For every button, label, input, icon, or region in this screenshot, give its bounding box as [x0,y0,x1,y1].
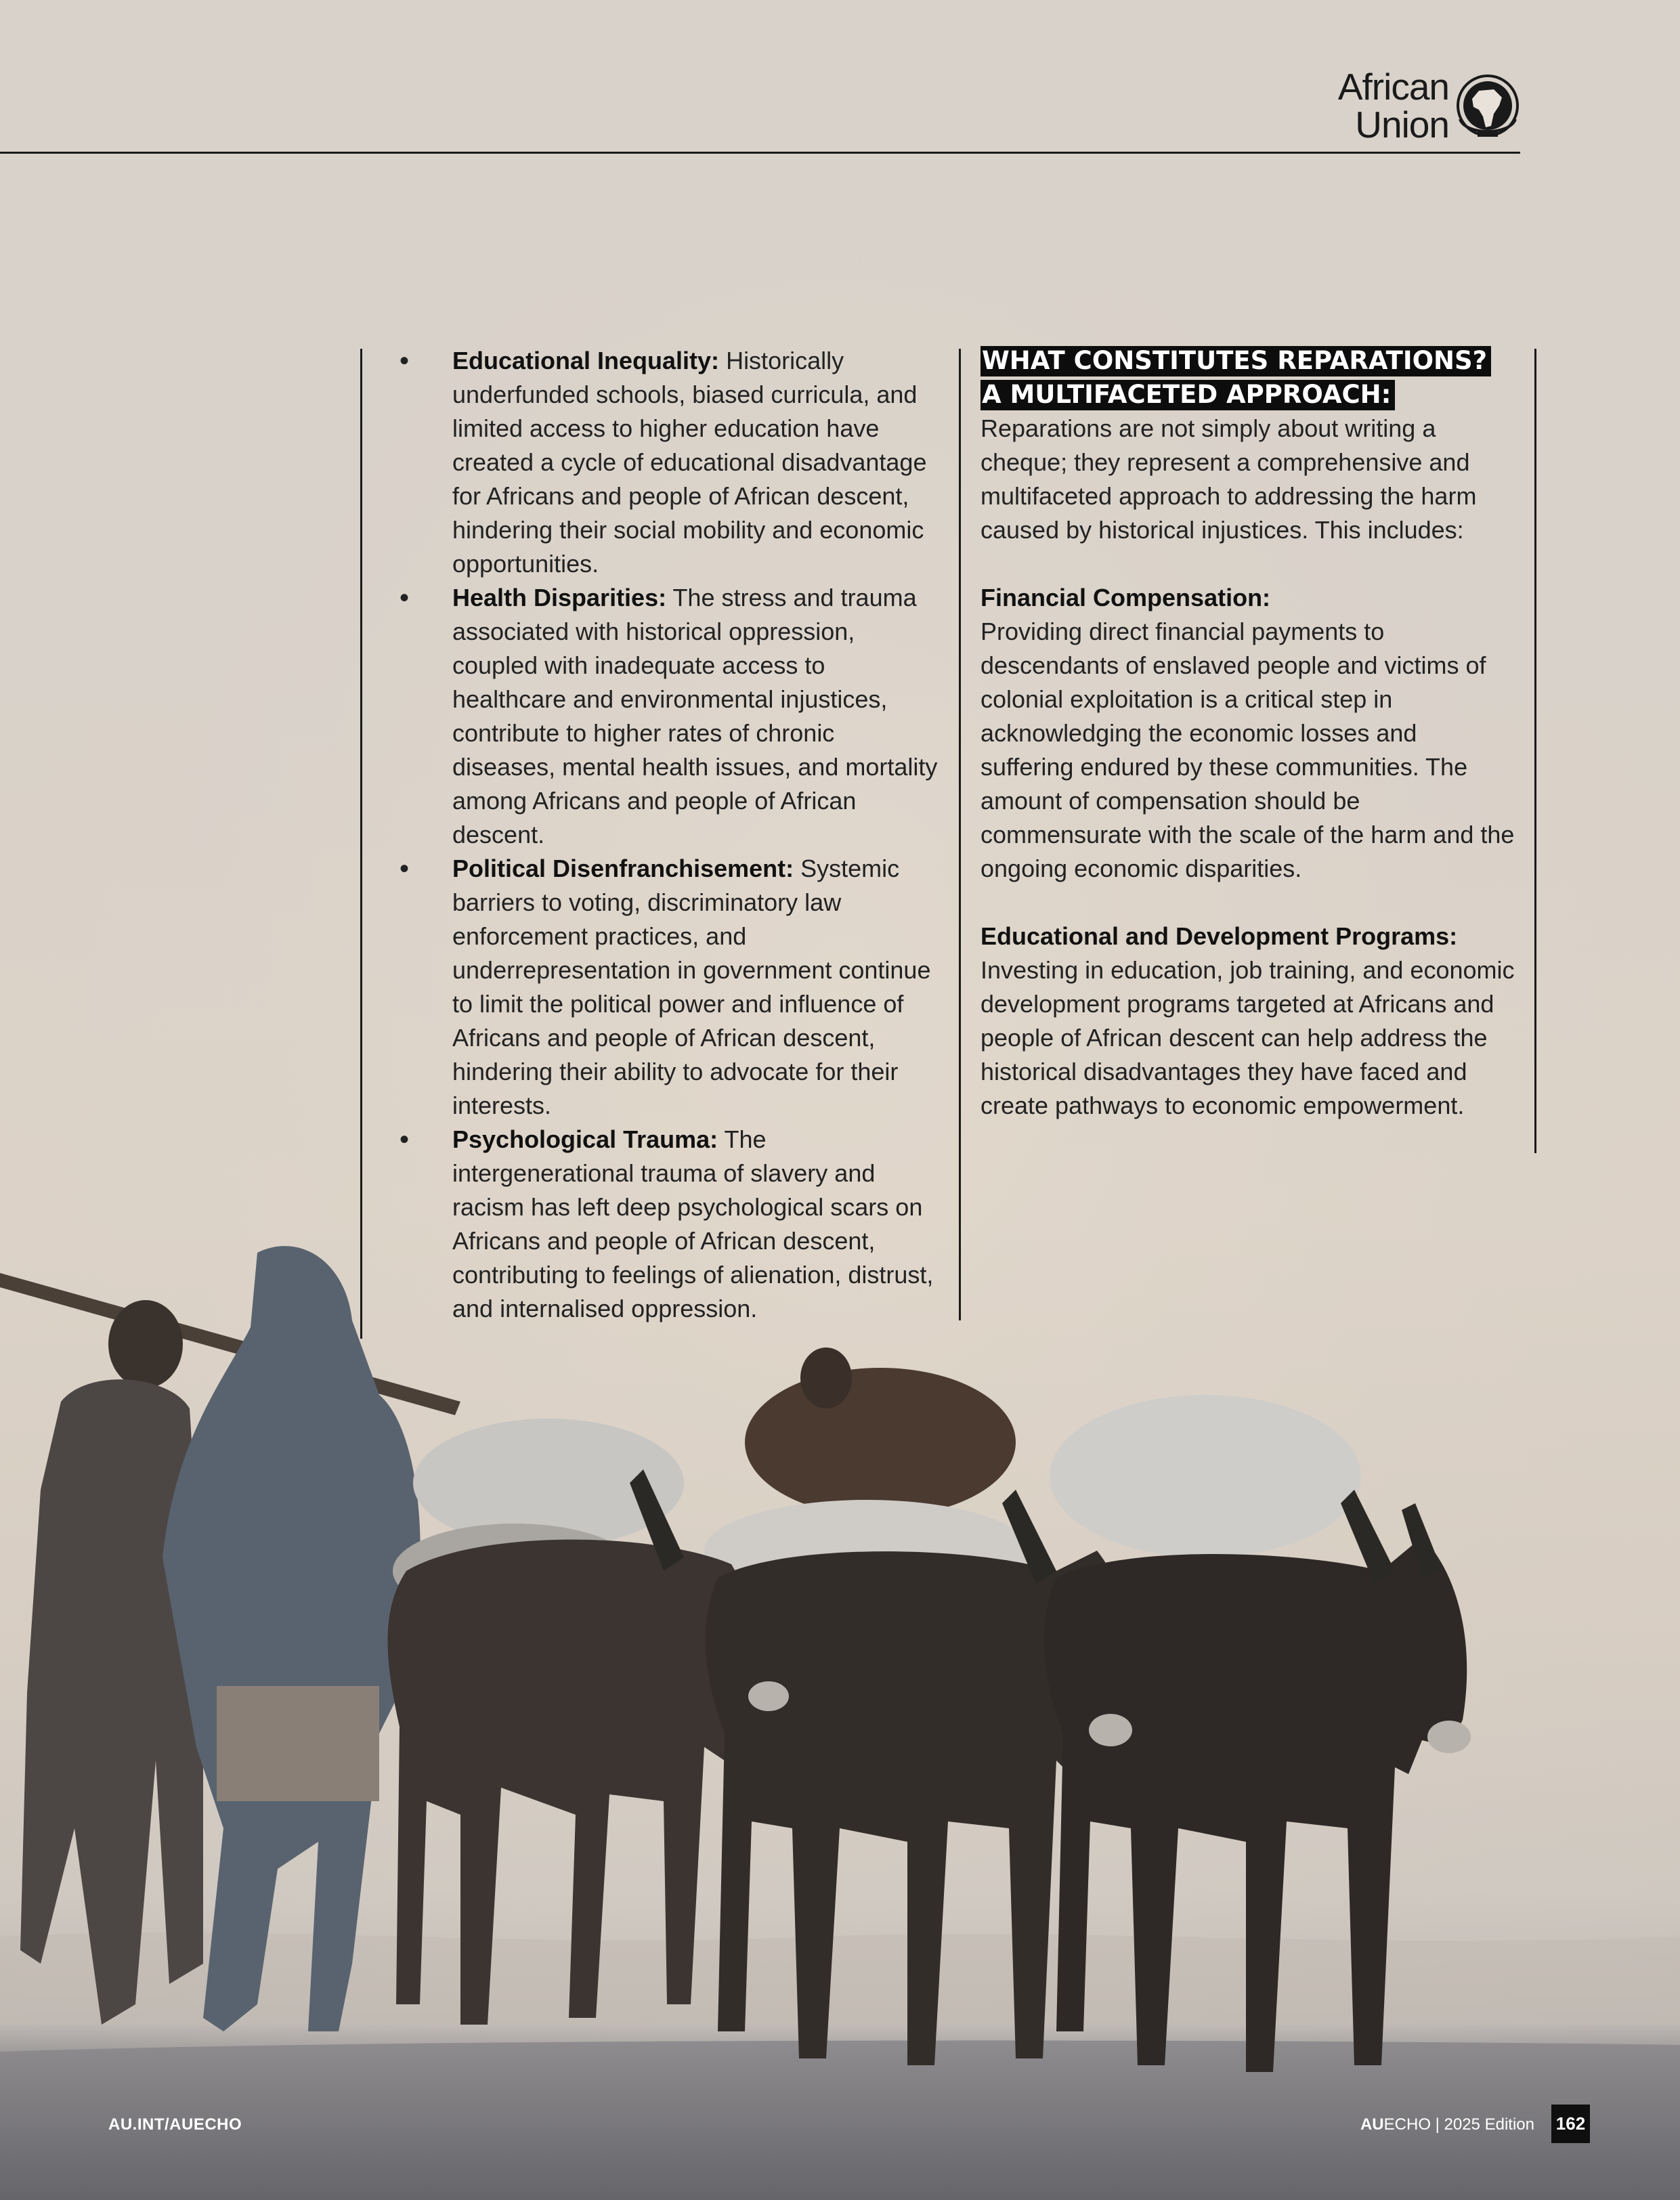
footer-edition-text: | 2025 Edition [1430,2115,1534,2134]
bullet-icon: • [400,346,410,376]
bullet-icon: • [400,854,410,884]
bullet-political-disenfranchisement [400,852,941,1123]
bullet-text: Systemic barriers to voting, discriminatory law enforcement practices, and underrepresentation in government continue to limit the political power and influence of Africans and people of African descent, hindering their ability to advocate for their interests. [452,855,931,1119]
financial-compensation-text: Providing direct financial payments to descendants of enslaved people and victims of colonial exploitation is a critical step in acknowledging the economic losses and suffering endured by these communities. The amount of compensation should be commensurate with the scale of the harm and the ongoing economic disparities. [981,618,1515,882]
african-union-emblem-icon [1452,72,1524,144]
right-column [981,344,1515,1123]
header-rule [0,152,1520,154]
logo-text [1338,68,1449,144]
bullet-educational-inequality [400,344,941,581]
education-programs-heading: Educational and Development Programs: [981,922,1458,950]
footer-brand-bold: AU [1360,2115,1384,2134]
bullet-icon: • [400,583,410,613]
left-column [400,344,941,1326]
footer-site-link[interactable]: AU.INT/AUECHO [108,2115,242,2134]
kicker-line-1: WHAT CONSTITUTES REPARATIONS? [981,346,1491,376]
bullet-title: Political Disenfranchisement: [452,855,794,882]
page-number: 162 [1551,2105,1590,2143]
intro-paragraph: Reparations are not simply about writing a cheque; they represent a comprehensive and multifaceted approach to addressing the harm caused by historical injustices. This includes: [981,414,1477,544]
bullet-health-disparities [400,581,941,852]
kicker-line-2: A MULTIFACETED APPROACH: [981,380,1395,410]
bullet-title: Health Disparities: [452,584,667,611]
logo-line-1: African [1337,66,1449,108]
bullet-icon: • [400,1125,410,1155]
bullet-psychological-trauma [400,1123,941,1326]
section-kicker [981,344,1515,412]
bullet-text: Historically underfunded schools, biased curricula, and limited access to higher education have created a cycle of educational disadvantage for Africans and people of African descent, hindering their social mobility and economic opportunities. [452,347,927,578]
bullet-text: The intergenerational trauma of slavery and racism has left deep psychological scars on Africans and people of African descent, contributing to feelings of alienation, distrust, and internalised oppression. [452,1125,934,1322]
financial-compensation-heading: Financial Compensation: [981,584,1271,611]
bullet-title: Educational Inequality: [452,347,720,374]
bullet-text: The stress and trauma associated with historical oppression, coupled with inadequate access to healthcare and environmental injustices, contribute to higher rates of chronic diseases, mental health issues, and mortality among Africans and people of African descent. [452,584,938,848]
african-union-logo [1307,68,1524,149]
bullet-title: Psychological Trauma: [452,1125,718,1153]
left-column-rule [360,349,362,1339]
right-column-rule [1534,349,1536,1153]
logo-line-2: Union [1355,104,1449,146]
footer-edition [1360,2115,1534,2134]
education-programs-text: Investing in education, job training, and economic development programs targeted at Africans and people of African descent can help address the historical disadvantages they have faced and create pathways to economic empowerment. [981,956,1515,1119]
middle-column-rule [959,349,961,1320]
footer-brand-rest: ECHO [1383,2115,1431,2134]
